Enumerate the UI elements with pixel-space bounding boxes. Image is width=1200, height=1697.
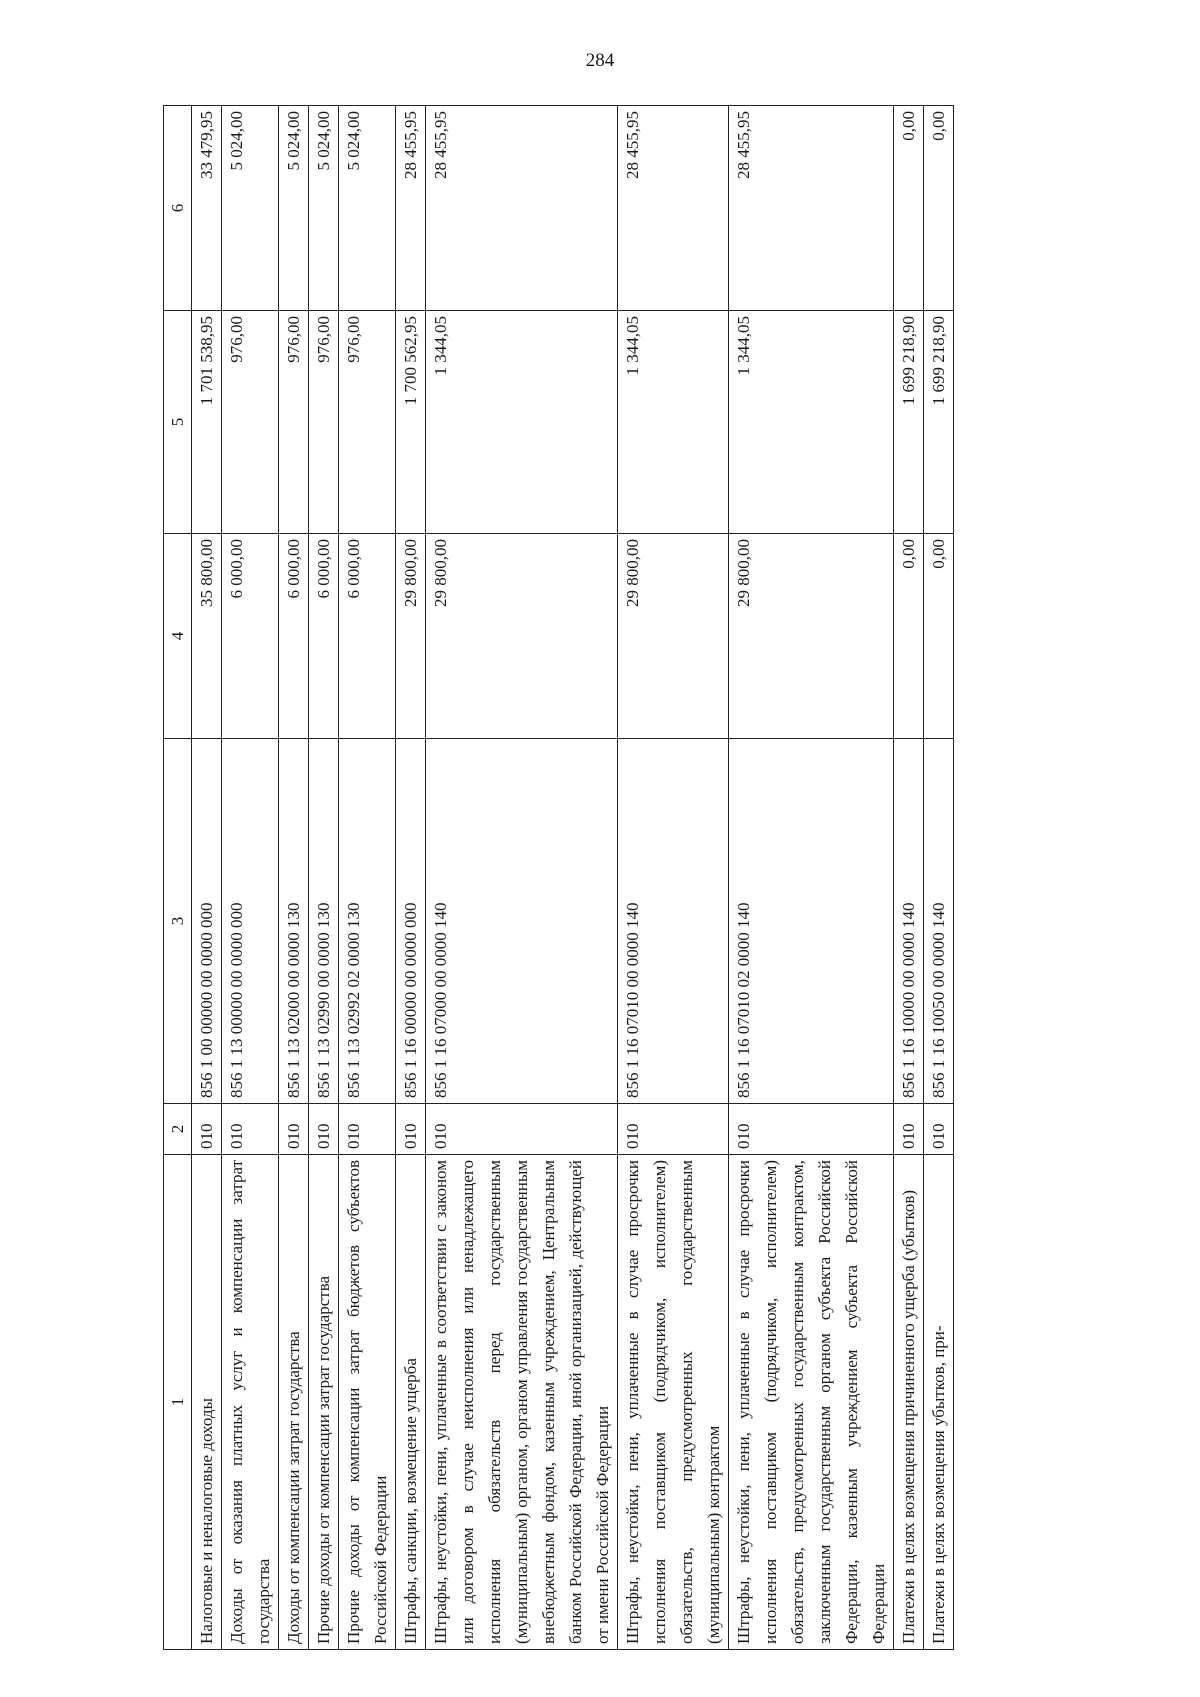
row-code: 010: [729, 1104, 894, 1155]
table-row: [279, 106, 309, 1650]
column-header: 1: [164, 1155, 192, 1650]
revenue-table: [163, 105, 954, 1650]
row-kbk: 856 1 16 07010 00 0000 140: [618, 739, 729, 1104]
table-row: [729, 106, 894, 1650]
row-col4: 0,00: [894, 534, 924, 739]
rotated-table-container: [163, 106, 1115, 1650]
row-col5: 1 699 218,90: [894, 311, 924, 534]
table-row: [924, 106, 954, 1650]
row-kbk: 856 1 16 00000 00 0000 000: [396, 739, 426, 1104]
row-name: Платежи в целях возмещения причиненного ущерба (убытков): [894, 1155, 924, 1650]
row-name: Налоговые и неналоговые доходы: [192, 1155, 222, 1650]
column-header: 2: [164, 1104, 192, 1155]
row-kbk: 856 1 13 02990 00 0000 130: [309, 739, 339, 1104]
row-col4: 6 000,00: [222, 534, 279, 739]
row-col4: 29 800,00: [729, 534, 894, 739]
row-col5: 1 344,05: [729, 311, 894, 534]
row-kbk: 856 1 16 07000 00 0000 140: [426, 739, 618, 1104]
row-col5: 1 344,05: [426, 311, 618, 534]
row-kbk: 856 1 16 07010 02 0000 140: [729, 739, 894, 1104]
row-col6: 5 024,00: [222, 106, 279, 311]
row-name: Доходы от оказания платных услуг и компенсации затрат государства: [222, 1155, 279, 1650]
row-code: 010: [222, 1104, 279, 1155]
row-col4: 0,00: [924, 534, 954, 739]
table-row: [339, 106, 396, 1650]
row-col5: 1 701 538,95: [192, 311, 222, 534]
row-col6: 5 024,00: [339, 106, 396, 311]
row-kbk: 856 1 00 00000 00 0000 000: [192, 739, 222, 1104]
row-name: Штрафы, неустойки, пени, уплаченные в соответствии с законом или договором в случае неисполнения или ненадлежащего исполнения обязательств перед государственным (муниципальным) органом, органом управления государственным внебюджетным фондом, казенным учреждением, Центральным банком Российской Федерации, иной организацией, действующей от имени Российской Федерации: [426, 1155, 618, 1650]
row-col4: 6 000,00: [339, 534, 396, 739]
column-header: 3: [164, 739, 192, 1104]
column-header: 4: [164, 534, 192, 739]
row-code: 010: [309, 1104, 339, 1155]
row-code: 010: [924, 1104, 954, 1155]
row-col4: 29 800,00: [426, 534, 618, 739]
table-row: [396, 106, 426, 1650]
row-name: Доходы от компенсации затрат государства: [279, 1155, 309, 1650]
row-code: 010: [192, 1104, 222, 1155]
row-kbk: 856 1 16 10050 00 0000 140: [924, 739, 954, 1104]
row-col6: 28 455,95: [426, 106, 618, 311]
row-col5: 976,00: [309, 311, 339, 534]
page-number: 284: [585, 50, 615, 71]
row-code: 010: [618, 1104, 729, 1155]
table-row: [222, 106, 279, 1650]
row-col5: 976,00: [279, 311, 309, 534]
row-col6: 28 455,95: [396, 106, 426, 311]
table-row: [192, 106, 222, 1650]
row-col6: 0,00: [924, 106, 954, 311]
row-kbk: 856 1 13 02992 02 0000 130: [339, 739, 396, 1104]
row-col5: 976,00: [222, 311, 279, 534]
row-col5: 1 344,05: [618, 311, 729, 534]
row-col4: 6 000,00: [279, 534, 309, 739]
row-col4: 29 800,00: [396, 534, 426, 739]
row-col6: 5 024,00: [279, 106, 309, 311]
row-code: 010: [279, 1104, 309, 1155]
row-name: Штрафы, неустойки, пени, уплаченные в случае просрочки исполнения поставщиком (подрядчиком, исполнителем) обязательств, предусмотренных государственным контрактом, заключенным государственным органом субъекта Российской Федерации, казенным учреждением субъекта Российской Федерации: [729, 1155, 894, 1650]
row-name: Прочие доходы от компенсации затрат бюджетов субъектов Российской Федерации: [339, 1155, 396, 1650]
row-col6: 0,00: [894, 106, 924, 311]
table-row: [309, 106, 339, 1650]
row-col4: 6 000,00: [309, 534, 339, 739]
header-row: [164, 106, 192, 1650]
row-kbk: 856 1 13 00000 00 0000 000: [222, 739, 279, 1104]
row-col6: 5 024,00: [309, 106, 339, 311]
table-row: [618, 106, 729, 1650]
row-name: Платежи в целях возмещения убытков, при-: [924, 1155, 954, 1650]
row-col6: 28 455,95: [618, 106, 729, 311]
row-col5: 1 700 562,95: [396, 311, 426, 534]
row-code: 010: [894, 1104, 924, 1155]
table-row: [894, 106, 924, 1650]
row-col5: 976,00: [339, 311, 396, 534]
row-kbk: 856 1 13 02000 00 0000 130: [279, 739, 309, 1104]
row-name: Штрафы, неустойки, пени, уплаченные в случае просрочки исполнения поставщиком (подрядчиком, исполнителем) обязательств, предусмотренных государственным (муниципальным) контрактом: [618, 1155, 729, 1650]
row-col6: 33 479,95: [192, 106, 222, 311]
row-col4: 35 800,00: [192, 534, 222, 739]
table-row: [426, 106, 618, 1650]
row-code: 010: [339, 1104, 396, 1155]
column-header: 5: [164, 311, 192, 534]
row-col5: 1 699 218,90: [924, 311, 954, 534]
row-kbk: 856 1 16 10000 00 0000 140: [894, 739, 924, 1104]
column-header: 6: [164, 106, 192, 311]
row-code: 010: [426, 1104, 618, 1155]
row-col6: 28 455,95: [729, 106, 894, 311]
row-name: Штрафы, санкции, возмещение ущерба: [396, 1155, 426, 1650]
row-col4: 29 800,00: [618, 534, 729, 739]
row-name: Прочие доходы от компенсации затрат государства: [309, 1155, 339, 1650]
row-code: 010: [396, 1104, 426, 1155]
